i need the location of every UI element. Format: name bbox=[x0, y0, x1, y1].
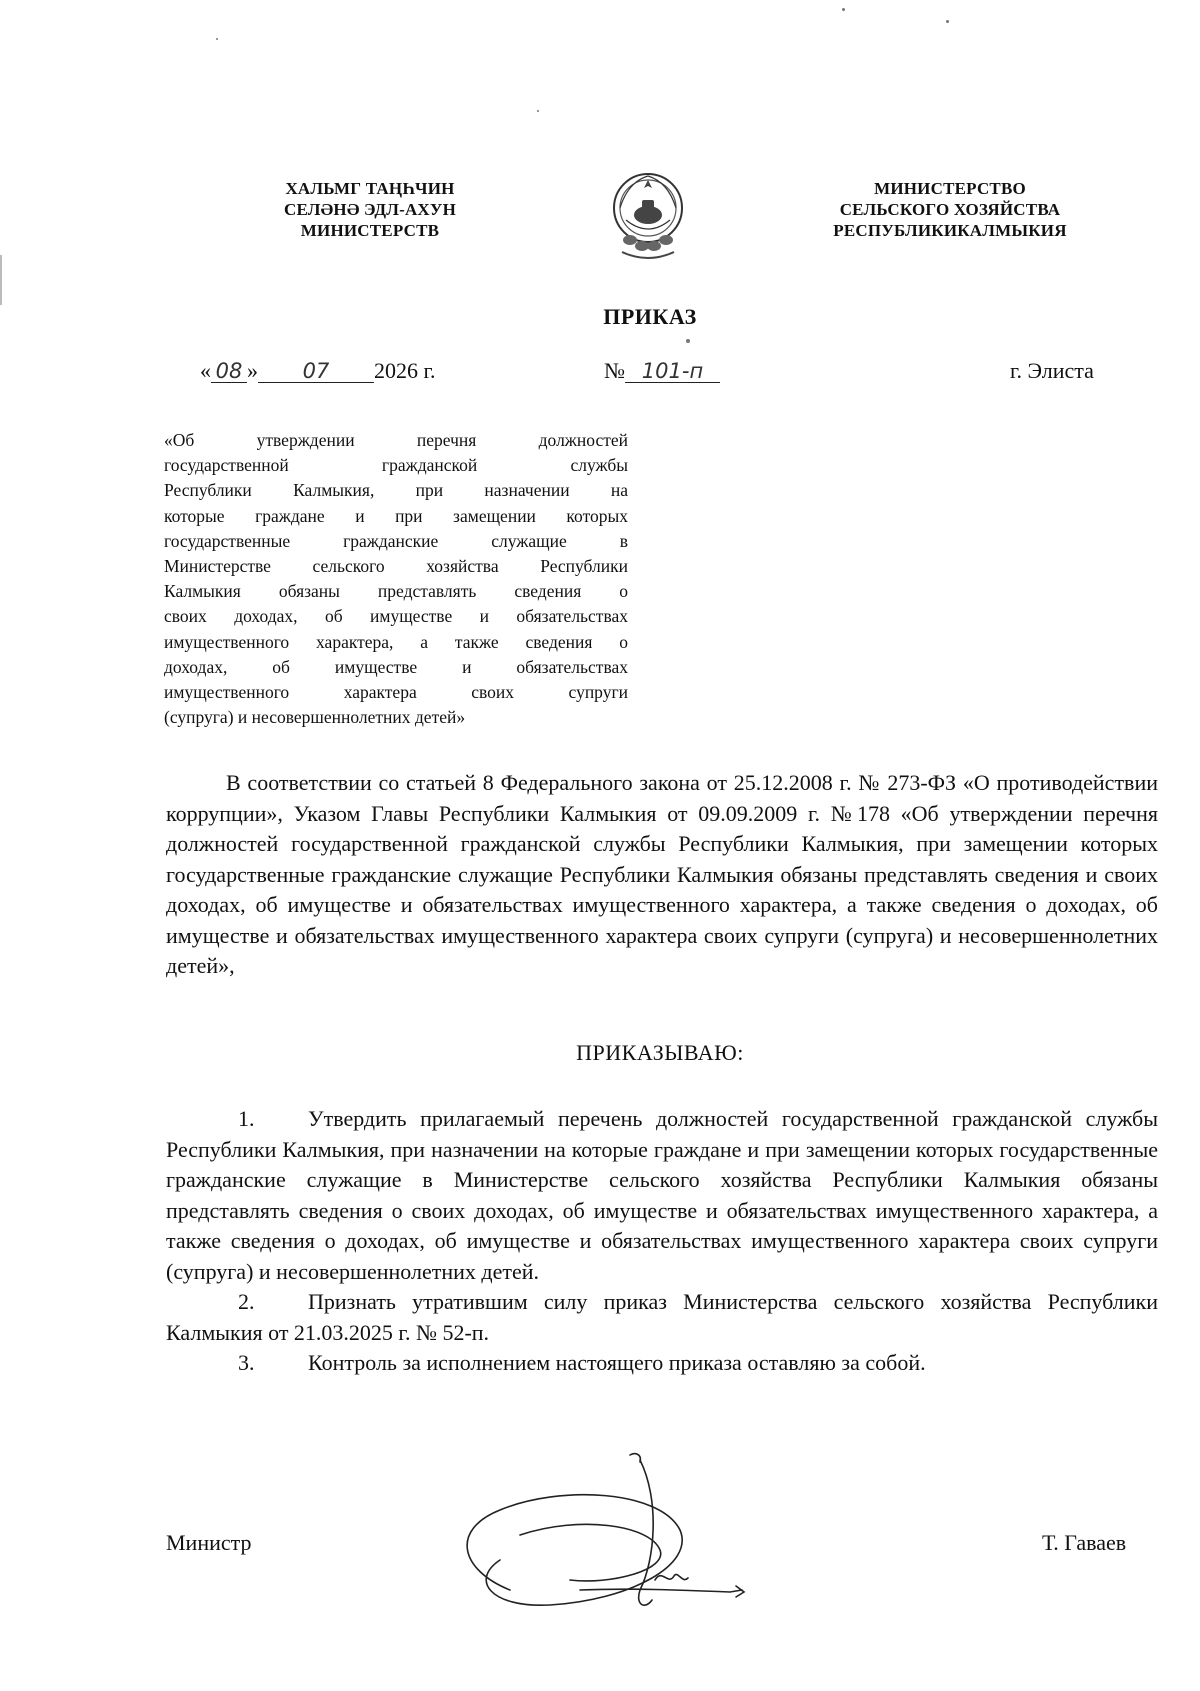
header-right-line: РЕСПУБЛИКИКАЛМЫКИЯ bbox=[833, 221, 1067, 240]
item-number: 2. bbox=[238, 1289, 255, 1314]
order-items bbox=[166, 1104, 1158, 1379]
subject-line: «Об утверждении перечня должностей bbox=[164, 430, 628, 450]
handwritten-signature bbox=[430, 1440, 810, 1640]
item-text: Признать утратившим силу приказ Министерства сельского хозяйства Республики Калмыкия от 21.03.2025 г. № 52-п. bbox=[166, 1289, 1158, 1345]
date-year: 2026 г. bbox=[374, 358, 436, 383]
scan-speck bbox=[946, 20, 949, 23]
order-directive: ПРИКАЗЫВАЮ: bbox=[576, 1040, 744, 1065]
order-item bbox=[166, 1348, 1158, 1379]
number-prefix: № bbox=[604, 358, 625, 383]
header-left-line: СЕЛӘНӘ ЭДЛ-АХУН bbox=[283, 200, 457, 219]
order-date bbox=[200, 358, 436, 384]
subject-line: государственной гражданской службы bbox=[164, 455, 628, 476]
item-text: Контроль за исполнением настоящего приказа оставляю за собой. bbox=[308, 1350, 926, 1375]
document-type-title: ПРИКАЗ bbox=[603, 304, 697, 329]
scan-speck bbox=[537, 110, 539, 112]
signatory-name: Т. Гаваев bbox=[1042, 1530, 1127, 1555]
handwritten-month: 07 bbox=[258, 360, 374, 383]
subject-line: доходах, об имуществе и обязательствах bbox=[164, 656, 628, 677]
date-close-quote: » bbox=[247, 358, 258, 383]
order-number bbox=[604, 358, 720, 384]
item-text: Утвердить прилагаемый перечень должностей государственной гражданской службы Республики Калмыкия, при назначении на которые граждане и при замещении которых государственные гражданские служащие в Министерстве сельского хозяйства Республики Калмыкия обязаны представлять сведения о своих доходах, об имуществе и обязательствах имущественного характера, а также сведения о доходах, об имуществе и обязательствах имущественного характера своих супруги (супруга) и несовершеннолетних детей. bbox=[166, 1106, 1158, 1284]
order-item bbox=[166, 1287, 1158, 1348]
header-right-line: МИНИСТЕРСТВО bbox=[874, 179, 1026, 198]
scan-edge-mark bbox=[0, 255, 2, 305]
scan-speck bbox=[686, 339, 690, 343]
order-subject bbox=[164, 428, 628, 730]
kalmykia-coat-of-arms-icon bbox=[608, 160, 688, 270]
subject-line: которые граждане и при замещении которых bbox=[164, 505, 628, 526]
item-number: 3. bbox=[238, 1350, 255, 1375]
subject-line: государственные гражданские служащие в bbox=[164, 530, 628, 551]
subject-line: Министерстве сельского хозяйства Республики bbox=[164, 556, 628, 577]
header-left-line: МИНИСТЕРСТВ bbox=[300, 221, 440, 240]
header-right-line: СЕЛЬСКОГО ХОЗЯЙСТВА bbox=[839, 200, 1061, 219]
item-number: 1. bbox=[238, 1106, 255, 1131]
scan-speck bbox=[216, 38, 218, 40]
header-left-line: ХАЛЬМГ ТАҢҺЧИН bbox=[285, 179, 455, 198]
subject-line: имущественного характера своих супруги bbox=[164, 682, 628, 703]
subject-line: своих доходах, об имуществе и обязательствах bbox=[164, 606, 628, 627]
date-open-quote: « bbox=[200, 358, 211, 383]
signatory-role: Министр bbox=[166, 1530, 252, 1555]
order-item bbox=[166, 1104, 1158, 1287]
city-name: г. Элиста bbox=[1010, 358, 1094, 383]
handwritten-day: 08 bbox=[211, 360, 247, 383]
handwritten-number: 101-п bbox=[625, 360, 720, 383]
preamble-paragraph: В соответствии со статьей 8 Федерального закона от 25.12.2008 г. № 273-ФЗ «О противодействии коррупции», Указом Главы Республики Калмыкия от 09.09.2009 г. №178 «Об утверждении перечня должностей государственной гражданской службы Республики Калмыкия, при замещении которых государственные гражданские служащие Республики Калмыкия обязаны представлять сведения и своих доходах, об имуществе и обязательствах имущественного характера, а также сведения о доходах, об имуществе и обязательствах имущественного характера своих супруги (супруга) и несовершеннолетних детей», bbox=[166, 770, 1158, 978]
subject-line: (супруга) и несовершеннолетних детей» bbox=[164, 707, 466, 728]
scan-speck bbox=[842, 8, 845, 11]
subject-line: Калмыкия обязаны представлять сведения о bbox=[164, 581, 628, 602]
header-kalmyk-title bbox=[250, 178, 490, 241]
subject-line: Республики Калмыкия, при назначении на bbox=[164, 480, 628, 501]
header-russian-title bbox=[800, 178, 1100, 241]
subject-line: имущественного характера, а также сведения о bbox=[164, 631, 628, 652]
